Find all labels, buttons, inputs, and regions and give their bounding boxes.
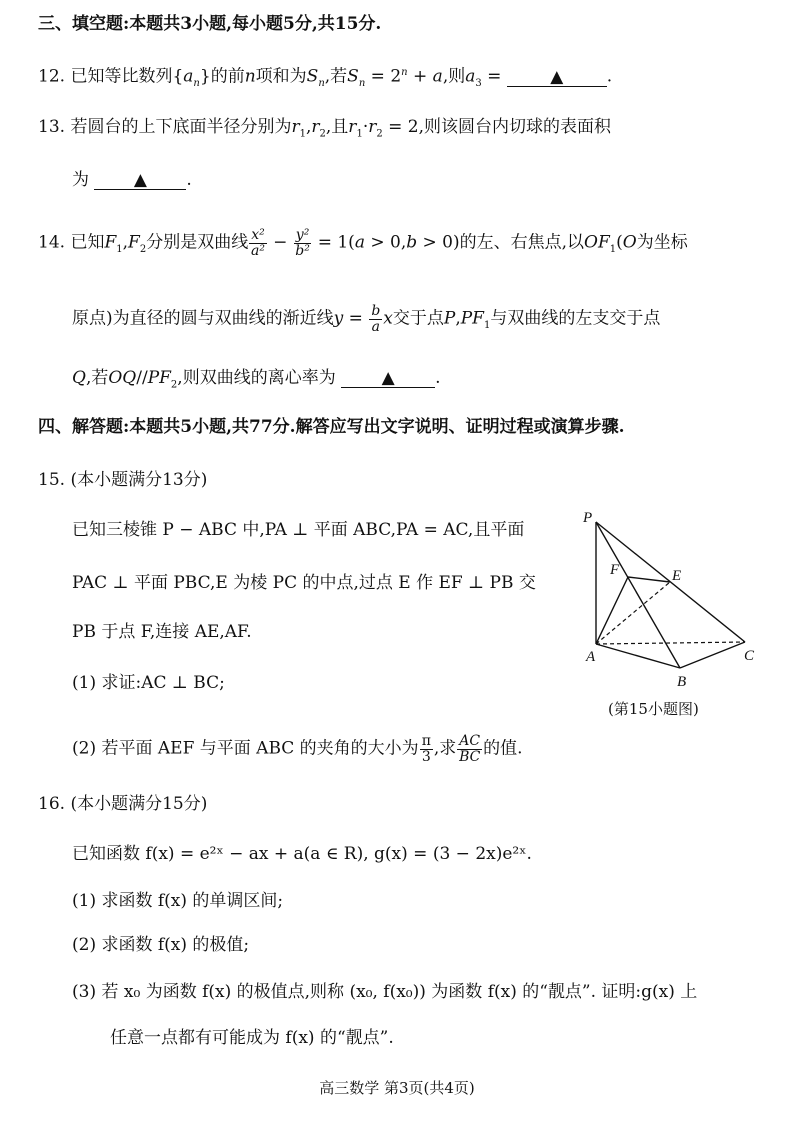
answer-blank-q13 bbox=[94, 172, 186, 190]
q15-text-line-2: PAC ⊥ 平面 PBC,E 为棱 PC 的中点,过点 E 作 EF ⊥ PB 交 bbox=[72, 573, 536, 593]
triangle-icon: ▲ bbox=[133, 170, 147, 190]
vertex-label-b: B bbox=[677, 674, 687, 688]
q15-points: (本小题满分13分) bbox=[70, 470, 208, 490]
edge-ac-hidden bbox=[596, 642, 745, 644]
q16-number: 16. bbox=[38, 794, 66, 814]
q16-part-3-line-2: 任意一点都有可能成为 f(x) 的“靓点”. bbox=[110, 1028, 394, 1048]
fraction-pi-3: $\frac{\pi}{3}$ bbox=[421, 733, 431, 765]
fraction-y2-b2: $\frac{\text{y²}}{\text{b²}}$ bbox=[295, 227, 310, 259]
vertex-label-e: E bbox=[672, 568, 682, 584]
section-4-heading: 四、解答题:本题共5小题,共77分.解答应写出文字说明、证明过程或演算步骤. bbox=[38, 417, 625, 437]
page-footer: 高三数学 第3页(共4页) bbox=[319, 1079, 475, 1097]
edge-bc bbox=[680, 642, 745, 668]
vertex-label-c: C bbox=[744, 648, 755, 664]
q16-points: (本小题满分15分) bbox=[70, 794, 208, 814]
q15-part-2: (2) 若平面 AEF 与平面 ABC 的夹角的大小为 $\frac{\pi}{3}$ ,求 $\frac{AC}{BC}$ 的值. bbox=[72, 733, 523, 765]
question-13: 13. 若圆台的上下底面半径分别为$r_1,r_2$,且$r_1\cdot r_2 = 2$,则该圆台内切球的表面积 bbox=[38, 117, 612, 140]
question-13-line-2: 为 ▲ . bbox=[72, 170, 192, 190]
triangle-icon: ▲ bbox=[550, 66, 564, 87]
q15-text-line-1: 已知三棱锥 P − ABC 中,PA ⊥ 平面 ABC,PA = AC,且平面 bbox=[72, 520, 525, 540]
section-3-heading: 三、填空题:本题共3小题,每小题5分,共15分. bbox=[38, 14, 382, 34]
answer-blank-q12 bbox=[507, 66, 607, 87]
question-14: 14. 已知$F_1,F_2$分别是双曲线 $\frac{\text{x²}}{\text{a²}}$ − $\frac{\text{y²}}{\text{b²}}$ = 1(a > 0,b > 0)的左、右焦点,以$OF_1(O$为坐标 bbox=[38, 227, 688, 259]
answer-blank-q14 bbox=[341, 370, 435, 388]
question-12: 12. 已知等比数列$\{a_n\}$的前n项和为$S_n$,若$S_n = 2^n + a$,则$a_3$ = ▲ . bbox=[38, 66, 613, 90]
q16-part-2: (2) 求函数 f(x) 的极值; bbox=[72, 935, 250, 955]
q15-text-line-3: PB 于点 F,连接 AE,AF. bbox=[72, 622, 252, 642]
segment-ae-hidden bbox=[596, 582, 670, 644]
question-14-line-2: 原点)为直径的圆与双曲线的渐近线y = $\frac{b}{a}$ x交于点$P,PF_1$与双曲线的左支交于点 bbox=[72, 303, 661, 335]
question-14-line-3: Q,若$OQ//PF_2$,则双曲线的离心率为 ▲ . bbox=[72, 368, 441, 391]
vertex-label-f: F bbox=[610, 562, 620, 578]
q14-number: 14. bbox=[38, 232, 66, 253]
fraction-x2-a2: $\frac{\text{x²}}{\text{a²}}$ bbox=[250, 227, 265, 259]
q15-number: 15. bbox=[38, 470, 66, 490]
q12-number: 12. bbox=[38, 66, 66, 87]
edge-pc bbox=[596, 522, 745, 642]
edge-pb bbox=[596, 522, 680, 668]
figure-caption: (第15小题图) bbox=[608, 700, 699, 718]
tetrahedron-figure bbox=[580, 508, 760, 688]
q16-text-line-1: 已知函数 f(x) = e²ˣ − ax + a(a ∈ R), g(x) = (3 − 2x)e²ˣ. bbox=[72, 844, 532, 864]
segment-ef bbox=[628, 577, 670, 582]
triangle-icon: ▲ bbox=[381, 368, 395, 388]
q15-part-1: (1) 求证:AC ⊥ BC; bbox=[72, 673, 225, 693]
vertex-label-a: A bbox=[586, 649, 596, 665]
q16-part-3: (3) 若 x₀ 为函数 f(x) 的极值点,则称 (x₀, f(x₀)) 为函数 f(x) 的“靓点”. 证明:g(x) 上 bbox=[72, 982, 698, 1002]
vertex-label-p: P bbox=[583, 510, 593, 526]
q16-part-1: (1) 求函数 f(x) 的单调区间; bbox=[72, 891, 284, 911]
segment-af bbox=[596, 577, 628, 644]
fraction-ac-bc: $\frac{AC}{BC}$ bbox=[459, 733, 481, 765]
question-15-header bbox=[38, 472, 207, 489]
question-16-header bbox=[38, 796, 207, 813]
q13-number: 13. bbox=[38, 117, 66, 137]
edge-ab bbox=[596, 644, 680, 668]
fraction-b-a: $\frac{b}{a}$ bbox=[371, 303, 381, 335]
